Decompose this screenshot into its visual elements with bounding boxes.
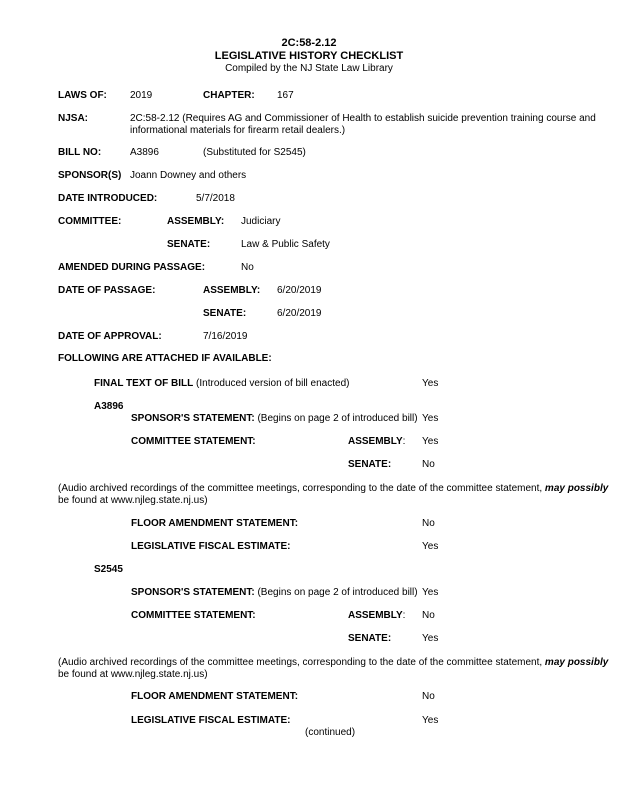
a3896-sponsor-value: Yes (422, 413, 439, 424)
a3896-sponsor-label: SPONSOR'S STATEMENT: (131, 413, 255, 424)
bill-no-label: BILL NO: (58, 147, 102, 158)
s2545-floor-value: No (422, 691, 435, 702)
s2545-sponsor-label: SPONSOR'S STATEMENT: (131, 587, 255, 598)
date-introduced-label: DATE INTRODUCED: (58, 193, 158, 204)
passage-assembly-value: 6/20/2019 (277, 285, 322, 296)
a3896-sponsor-note: (Begins on page 2 of introduced bill) (257, 413, 418, 424)
s2545-committee-label: COMMITTEE STATEMENT: (131, 610, 256, 621)
a3896-senate-label: SENATE: (348, 459, 392, 470)
laws-of-label: LAWS OF: (58, 90, 107, 101)
amended-value: No (241, 262, 254, 273)
committee-assembly-value: Judiciary (241, 216, 281, 227)
final-text-note: (Introduced version of bill enacted) (196, 378, 350, 389)
passage-senate-label: SENATE: (203, 308, 247, 319)
page-title: LEGISLATIVE HISTORY CHECKLIST (214, 50, 404, 62)
amended-label: AMENDED DURING PASSAGE: (58, 262, 206, 273)
bill-no-value: A3896 (130, 147, 159, 158)
committee-label: COMMITTEE: (58, 216, 122, 227)
committee-assembly-label: ASSEMBLY: (167, 216, 225, 227)
s2545-senate-value: Yes (422, 633, 439, 644)
njsa-line-1: 2C:58-2.12 (Requires AG and Commissioner of Health to establish suicide prevention training course and (130, 113, 596, 124)
final-text-value: Yes (422, 378, 439, 389)
njsa-label: NJSA: (58, 113, 89, 124)
s2545-assembly-value: No (422, 610, 435, 621)
audio-note-2-line-1: (Audio archived recordings of the committee meetings, corresponding to the date of the committee statement, may possibly (58, 657, 609, 668)
a3896-assembly-row: ASSEMBLY: (348, 436, 406, 447)
s2545-assembly-label: ASSEMBLY (348, 610, 403, 621)
s2545-fiscal-label: LEGISLATIVE FISCAL ESTIMATE: (131, 715, 291, 726)
audio-note-1-line-1: (Audio archived recordings of the committee meetings, corresponding to the date of the committee statement, may possibly (58, 483, 609, 494)
statute-code: 2C:58-2.12 (281, 37, 337, 49)
committee-senate-label: SENATE: (167, 239, 211, 250)
a3896-floor-label: FLOOR AMENDMENT STATEMENT: (131, 518, 299, 529)
date-of-passage-label: DATE OF PASSAGE: (58, 285, 156, 296)
a3896-fiscal-value: Yes (422, 541, 439, 552)
a3896-senate-value: No (422, 459, 435, 470)
njsa-line-2: informational materials for firearm retail dealers.) (130, 125, 346, 136)
sponsors-label: SPONSOR(S) (58, 170, 122, 181)
audio-note-2-line-2: be found at www.njleg.state.nj.us) (58, 669, 208, 680)
bill-id-s2545: S2545 (94, 564, 123, 575)
s2545-floor-label: FLOOR AMENDMENT STATEMENT: (131, 691, 299, 702)
a3896-committee-label: COMMITTEE STATEMENT: (131, 436, 256, 447)
audio-note-1-line-2: be found at www.njleg.state.nj.us) (58, 495, 208, 506)
chapter-label: CHAPTER: (203, 90, 255, 101)
continued-note: (continued) (305, 727, 356, 738)
chapter-value: 167 (277, 90, 294, 101)
page-subtitle: Compiled by the NJ State Law Library (225, 63, 393, 74)
s2545-fiscal-value: Yes (422, 715, 439, 726)
a3896-assembly-value: Yes (422, 436, 439, 447)
s2545-senate-label: SENATE: (348, 633, 392, 644)
s2545-assembly-row: ASSEMBLY: (348, 610, 406, 621)
laws-of-value: 2019 (130, 90, 153, 101)
bill-substitution-note: (Substituted for S2545) (203, 147, 306, 158)
a3896-assembly-label: ASSEMBLY (348, 436, 403, 447)
date-of-approval-label: DATE OF APPROVAL: (58, 331, 162, 342)
date-of-approval-value: 7/16/2019 (203, 331, 248, 342)
final-text-row (94, 378, 349, 390)
s2545-sponsor-row (131, 587, 418, 599)
passage-senate-value: 6/20/2019 (277, 308, 322, 319)
passage-assembly-label: ASSEMBLY: (203, 285, 261, 296)
committee-senate-value: Law & Public Safety (241, 239, 330, 250)
date-introduced-value: 5/7/2018 (196, 193, 235, 204)
s2545-sponsor-note: (Begins on page 2 of introduced bill) (257, 587, 418, 598)
sponsors-value: Joann Downey and others (130, 170, 247, 181)
a3896-sponsor-row (131, 413, 418, 425)
a3896-floor-value: No (422, 518, 435, 529)
s2545-sponsor-value: Yes (422, 587, 439, 598)
a3896-fiscal-label: LEGISLATIVE FISCAL ESTIMATE: (131, 541, 291, 552)
final-text-label: FINAL TEXT OF BILL (94, 378, 194, 389)
bill-id-a3896: A3896 (94, 401, 124, 412)
attached-heading: FOLLOWING ARE ATTACHED IF AVAILABLE: (58, 353, 272, 364)
